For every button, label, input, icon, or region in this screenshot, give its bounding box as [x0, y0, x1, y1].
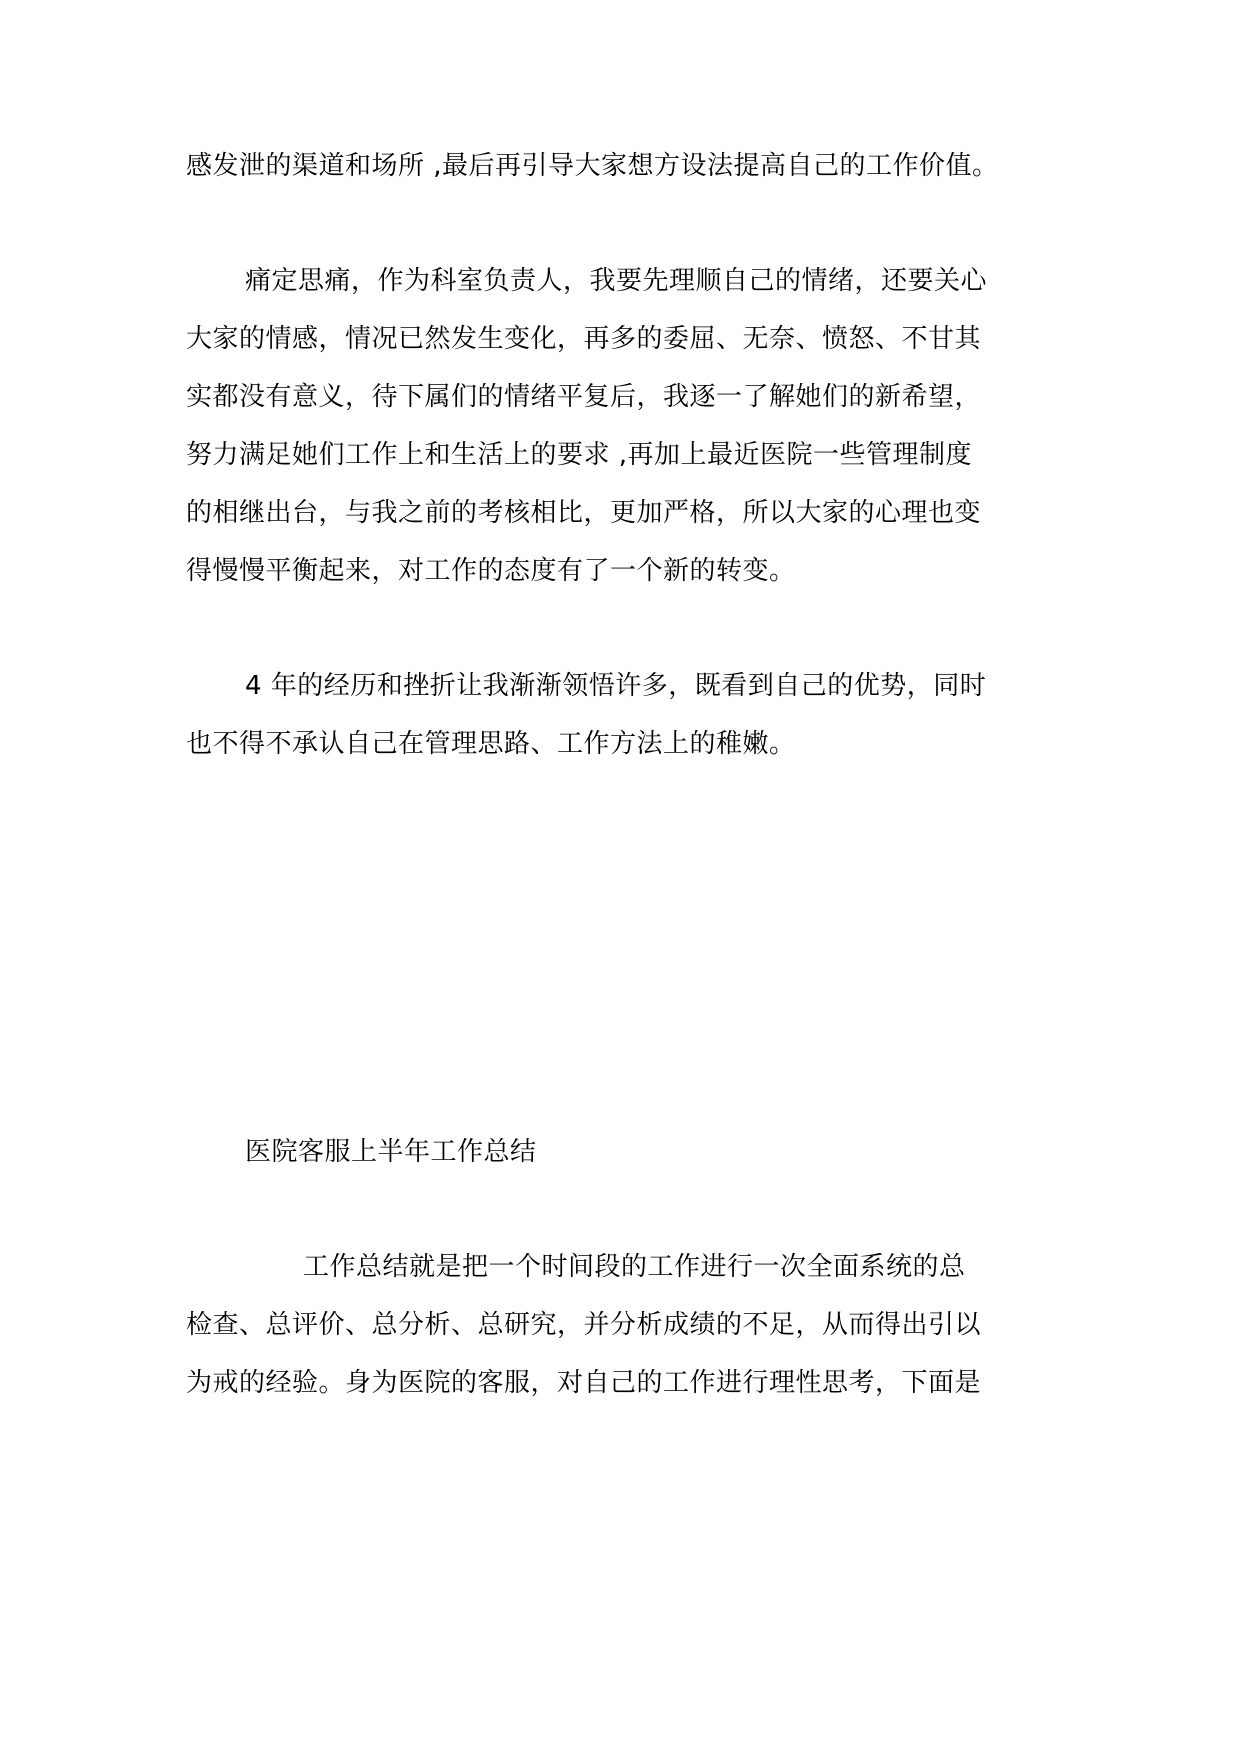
paragraph-2-line-6: 得慢慢平衡起来，对工作的态度有了一个新的转变。	[186, 556, 796, 586]
paragraph-2-line-5: 的相继出台，与我之前的考核相比，更加严格，所以大家的心理也变	[186, 498, 982, 528]
paragraph-3-line-2: 也不得不承认自己在管理思路、工作方法上的稚嫩。	[186, 729, 796, 759]
section-title: 医院客服上半年工作总结	[245, 1137, 537, 1167]
paragraph-4-line-2: 检查、总评价、总分析、总研究，并分析成绩的不足，从而得出引以	[186, 1310, 982, 1340]
paragraph-2-line-2: 大家的情感，情况已然发生变化，再多的委屈、无奈、愤怒、不甘其	[186, 324, 982, 354]
paragraph-1-line-1: 感发泄的渠道和场所 ,最后再引导大家想方设法提高自己的工作价值。	[186, 151, 999, 181]
paragraph-2-line-1: 痛定思痛，作为科室负责人，我要先理顺自己的情绪，还要关心	[245, 266, 988, 296]
paragraph-4-line-1: 工作总结就是把一个时间段的工作进行一次全面系统的总	[303, 1252, 966, 1282]
paragraph-2-line-3: 实都没有意义，待下属们的情绪平复后，我逐一了解她们的新希望，	[186, 382, 982, 412]
paragraph-4-line-3: 为戒的经验。身为医院的客服，对自己的工作进行理性思考，下面是	[186, 1368, 982, 1398]
paragraph-2-line-4: 努力满足她们工作上和生活上的要求 ,再加上最近医院一些管理制度	[186, 440, 973, 470]
paragraph-3-line-1: 4 年的经历和挫折让我渐渐领悟许多，既看到自己的优势，同时	[245, 671, 987, 701]
